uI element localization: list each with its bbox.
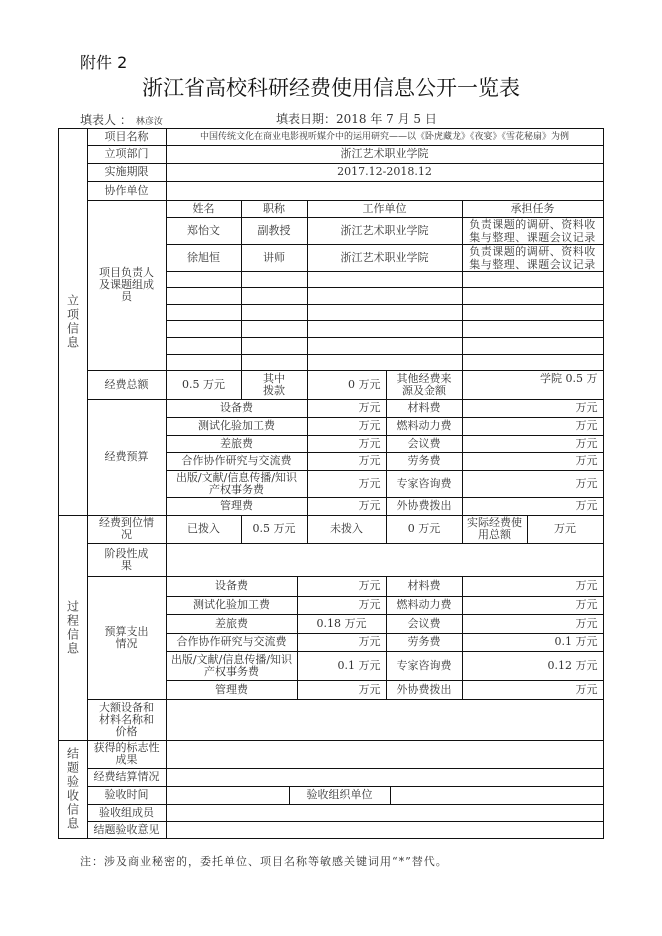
- member-empty-cell: [166, 287, 242, 305]
- budget-item-label: 合作协作研究与交流费: [166, 452, 308, 471]
- member-empty-cell: [166, 320, 242, 338]
- budget-item-value: 万元: [307, 452, 387, 471]
- budget-item-value: 万元: [462, 497, 604, 516]
- members-header-task: 承担任务: [462, 200, 604, 218]
- accept-members-value: [166, 804, 604, 822]
- member-empty-cell: [166, 354, 242, 371]
- spend-item-label: 设备费: [166, 576, 298, 597]
- members-header-title: 职称: [241, 200, 308, 218]
- budget-item-value: 万元: [307, 470, 387, 498]
- member-empty-cell: [462, 337, 604, 355]
- spend-item-label: 燃料动力费: [386, 596, 463, 615]
- budget-item-label: 出版/文献/信息传播/知识产权事务费: [166, 470, 308, 498]
- spend-item-value: 万元: [297, 596, 387, 615]
- budget-item-label: 测试化验加工费: [166, 417, 308, 436]
- received-label: 已拨入: [166, 515, 242, 544]
- member-empty-cell: [166, 304, 242, 321]
- budget-item-value: 万元: [307, 399, 387, 418]
- total-label: 经费总额: [87, 370, 167, 400]
- budget-item-label: 会议费: [386, 435, 463, 453]
- spend-item-value: 万元: [462, 614, 604, 634]
- member-empty-cell: [241, 320, 308, 338]
- budget-item-value: 万元: [462, 435, 604, 453]
- spend-item-value: 万元: [297, 576, 387, 597]
- spend-item-value: 万元: [462, 680, 604, 700]
- member-empty-cell: [166, 337, 242, 355]
- member-unit: 浙江艺术职业学院: [307, 244, 463, 272]
- spend-item-value: 0.1 万元: [462, 633, 604, 652]
- dept-label: 立项部门: [87, 145, 167, 164]
- settlement-value: [166, 768, 604, 787]
- pending-label: 未拨入: [307, 515, 387, 544]
- member-empty-cell: [462, 304, 604, 321]
- large-items-value: [166, 699, 604, 741]
- accept-time-value: [166, 786, 290, 805]
- page-title: 浙江省高校科研经费使用信息公开一览表: [142, 76, 520, 100]
- budget-item-label: 材料费: [386, 399, 463, 418]
- member-empty-cell: [241, 354, 308, 371]
- annex-label: 附件 2: [80, 53, 128, 72]
- budget-item-label: 设备费: [166, 399, 308, 418]
- member-empty-cell: [462, 354, 604, 371]
- total-value: 0.5 万元: [166, 370, 242, 400]
- actual-total-label: 实际经费使用总额: [462, 515, 528, 544]
- member-empty-cell: [166, 271, 242, 288]
- member-empty-cell: [307, 320, 463, 338]
- members-label: 项目负责人及课题组成员: [87, 200, 167, 371]
- spend-item-value: 万元: [462, 576, 604, 597]
- member-empty-cell: [307, 304, 463, 321]
- member-empty-cell: [307, 287, 463, 305]
- section-project: 立项信息: [58, 128, 88, 516]
- member-empty-cell: [462, 320, 604, 338]
- pending-value: 0 万元: [386, 515, 463, 544]
- budget-item-value: 万元: [462, 417, 604, 436]
- spend-item-label: 材料费: [386, 576, 463, 597]
- opinion-label: 结题验收意见: [87, 821, 167, 839]
- member-title: 副教授: [241, 217, 308, 245]
- spend-item-value: 0.12 万元: [462, 651, 604, 681]
- member-task: 负责课题的调研、资料收集与整理、课题会议记录: [462, 217, 604, 245]
- spend-item-value: 0.1 万元: [297, 651, 387, 681]
- budget-item-label: 燃料动力费: [386, 417, 463, 436]
- member-name: 郑怡文: [166, 217, 242, 245]
- spend-item-label: 差旅费: [166, 614, 298, 634]
- member-name: 徐旭恒: [166, 244, 242, 272]
- other-source-value: 学院 0.5 万: [462, 370, 604, 400]
- spend-item-value: 0.18 万元: [297, 614, 387, 634]
- spend-item-label: 劳务费: [386, 633, 463, 652]
- section-completion: 结题验收信息: [58, 740, 88, 839]
- budget-item-label: 专家咨询费: [386, 470, 463, 498]
- achievements-label: 获得的标志性成果: [87, 740, 167, 769]
- achievements-value: [166, 740, 604, 769]
- allocated-value: 0 万元: [307, 370, 387, 400]
- spend-item-label: 外协费拨出: [386, 680, 463, 700]
- member-title: 讲师: [241, 244, 308, 272]
- members-header-name: 姓名: [166, 200, 242, 218]
- budget-item-label: 外协费拨出: [386, 497, 463, 516]
- member-empty-cell: [307, 271, 463, 288]
- member-empty-cell: [241, 287, 308, 305]
- accept-members-label: 验收组成员: [87, 804, 167, 822]
- member-task: 负责课题的调研、资料收集与整理、课题会议记录: [462, 244, 604, 272]
- spend-item-label: 管理费: [166, 680, 298, 700]
- stage-results-label: 阶段性成果: [87, 543, 167, 577]
- member-empty-cell: [462, 287, 604, 305]
- partner-value: [166, 181, 604, 201]
- budget-item-value: 万元: [307, 417, 387, 436]
- member-empty-cell: [462, 271, 604, 288]
- dept-value: 浙江艺术职业学院: [166, 145, 604, 164]
- allocated-label: 其中拨款: [241, 370, 308, 400]
- spend-item-label: 会议费: [386, 614, 463, 634]
- spend-item-label: 专家咨询费: [386, 651, 463, 681]
- member-empty-cell: [241, 337, 308, 355]
- large-items-label: 大额设备和材料名称和价格: [87, 699, 167, 741]
- budget-item-label: 差旅费: [166, 435, 308, 453]
- member-unit: 浙江艺术职业学院: [307, 217, 463, 245]
- budget-item-value: 万元: [307, 435, 387, 453]
- filler-field: [80, 111, 163, 128]
- budget-item-value: 万元: [462, 399, 604, 418]
- filler-label: 填表人 ：: [80, 113, 132, 127]
- settlement-label: 经费结算情况: [87, 768, 167, 787]
- members-header-unit: 工作单位: [307, 200, 463, 218]
- budget-item-value: 万元: [462, 470, 604, 498]
- budget-item-value: 万元: [307, 497, 387, 516]
- spend-item-value: 万元: [462, 596, 604, 615]
- actual-total-value: 万元: [527, 515, 604, 544]
- accept-org-label: 验收组织单位: [289, 786, 391, 805]
- accept-org-value: [390, 786, 604, 805]
- footnote: 注：涉及商业秘密的，委托单位、项目名称等敏感关键词用“*”替代。: [80, 855, 448, 868]
- budget-item-label: 劳务费: [386, 452, 463, 471]
- spend-item-label: 出版/文献/信息传播/知识产权事务费: [166, 651, 298, 681]
- project-name-value: 中国传统文化在商业电影视听媒介中的运用研究——以《卧虎藏龙》《夜宴》《雪花秘扇》为例: [166, 128, 604, 146]
- budget-label: 经费预算: [87, 399, 167, 516]
- spend-item-label: 测试化验加工费: [166, 596, 298, 615]
- opinion-value: [166, 821, 604, 839]
- filler-name: 林彦汝: [135, 117, 163, 127]
- project-name-label: 项目名称: [87, 128, 167, 146]
- accept-time-label: 验收时间: [87, 786, 167, 805]
- stage-results-value: [166, 543, 604, 577]
- budget-item-value: 万元: [462, 452, 604, 471]
- section-process: 过程信息: [58, 515, 88, 741]
- spend-item-value: 万元: [297, 633, 387, 652]
- member-empty-cell: [307, 337, 463, 355]
- period-label: 实施期限: [87, 163, 167, 182]
- received-value: 0.5 万元: [241, 515, 308, 544]
- spend-item-value: 万元: [297, 680, 387, 700]
- fill-date: 填表日期：2018 年 7 月 5 日: [276, 112, 437, 126]
- spend-item-label: 合作协作研究与交流费: [166, 633, 298, 652]
- period-value: 2017.12-2018.12: [166, 163, 604, 182]
- spending-label: 预算支出情况: [87, 576, 167, 700]
- partner-label: 协作单位: [87, 181, 167, 201]
- arrival-label: 经费到位情况: [87, 515, 167, 544]
- member-empty-cell: [307, 354, 463, 371]
- budget-item-label: 管理费: [166, 497, 308, 516]
- member-empty-cell: [241, 271, 308, 288]
- member-empty-cell: [241, 304, 308, 321]
- other-source-label: 其他经费来源及金额: [386, 370, 463, 400]
